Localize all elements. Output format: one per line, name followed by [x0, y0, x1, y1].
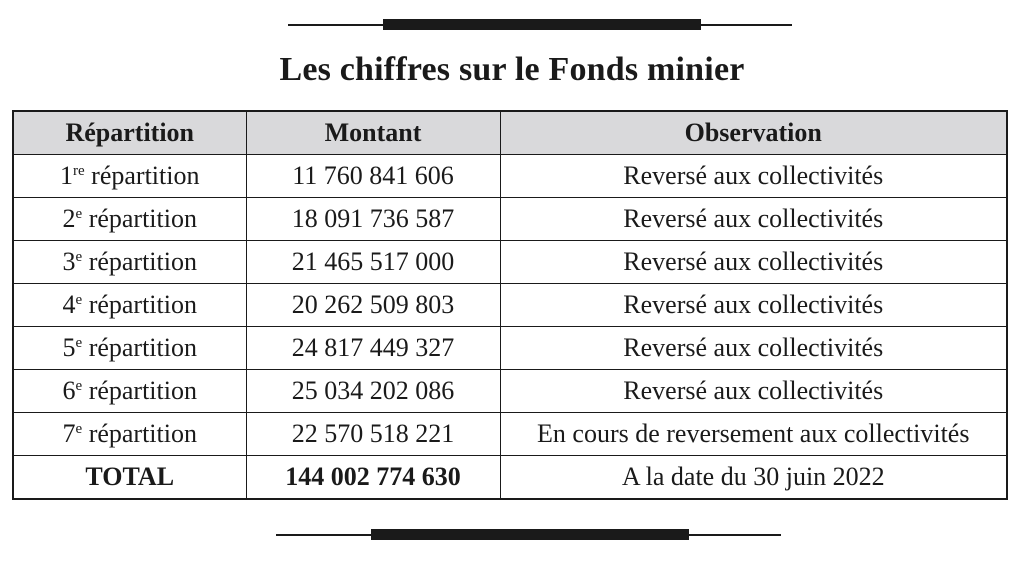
repartition-cell: 2e répartition — [13, 198, 246, 241]
total-amount: 144 002 774 630 — [246, 456, 500, 500]
table-row — [13, 198, 1007, 241]
amount-cell: 11 760 841 606 — [246, 155, 500, 198]
repartition-cell: 3e répartition — [13, 241, 246, 284]
header-observation: Observation — [500, 111, 1007, 155]
top-rule-thick-bar — [383, 19, 701, 30]
table-header-row — [13, 111, 1007, 155]
table-row — [13, 241, 1007, 284]
observation-cell: En cours de reversement aux collectivités — [500, 413, 1007, 456]
observation-cell: Reversé aux collectivités — [500, 198, 1007, 241]
header-repartition: Répartition — [13, 111, 246, 155]
header-montant: Montant — [246, 111, 500, 155]
amount-cell: 22 570 518 221 — [246, 413, 500, 456]
repartition-cell: 7e répartition — [13, 413, 246, 456]
total-row — [13, 456, 1007, 500]
repartition-cell: 1re répartition — [13, 155, 246, 198]
bottom-decorative-rule — [0, 528, 1024, 542]
repartition-cell: 6e répartition — [13, 370, 246, 413]
amount-cell: 25 034 202 086 — [246, 370, 500, 413]
observation-cell: Reversé aux collectivités — [500, 241, 1007, 284]
amount-cell: 18 091 736 587 — [246, 198, 500, 241]
fonds-minier-table — [12, 110, 1008, 500]
page-title: Les chiffres sur le Fonds minier — [279, 51, 745, 88]
total-observation: A la date du 30 juin 2022 — [500, 456, 1007, 500]
repartition-cell: 4e répartition — [13, 284, 246, 327]
table-row — [13, 413, 1007, 456]
table-row — [13, 370, 1007, 413]
total-label: TOTAL — [13, 456, 246, 500]
amount-cell: 24 817 449 327 — [246, 327, 500, 370]
table-row — [13, 327, 1007, 370]
table-row — [13, 155, 1007, 198]
observation-cell: Reversé aux collectivités — [500, 370, 1007, 413]
amount-cell: 20 262 509 803 — [246, 284, 500, 327]
observation-cell: Reversé aux collectivités — [500, 327, 1007, 370]
observation-cell: Reversé aux collectivités — [500, 155, 1007, 198]
observation-cell: Reversé aux collectivités — [500, 284, 1007, 327]
top-decorative-rule — [0, 18, 1024, 32]
repartition-cell: 5e répartition — [13, 327, 246, 370]
amount-cell: 21 465 517 000 — [246, 241, 500, 284]
table-row — [13, 284, 1007, 327]
bottom-rule-thick-bar — [371, 529, 689, 540]
